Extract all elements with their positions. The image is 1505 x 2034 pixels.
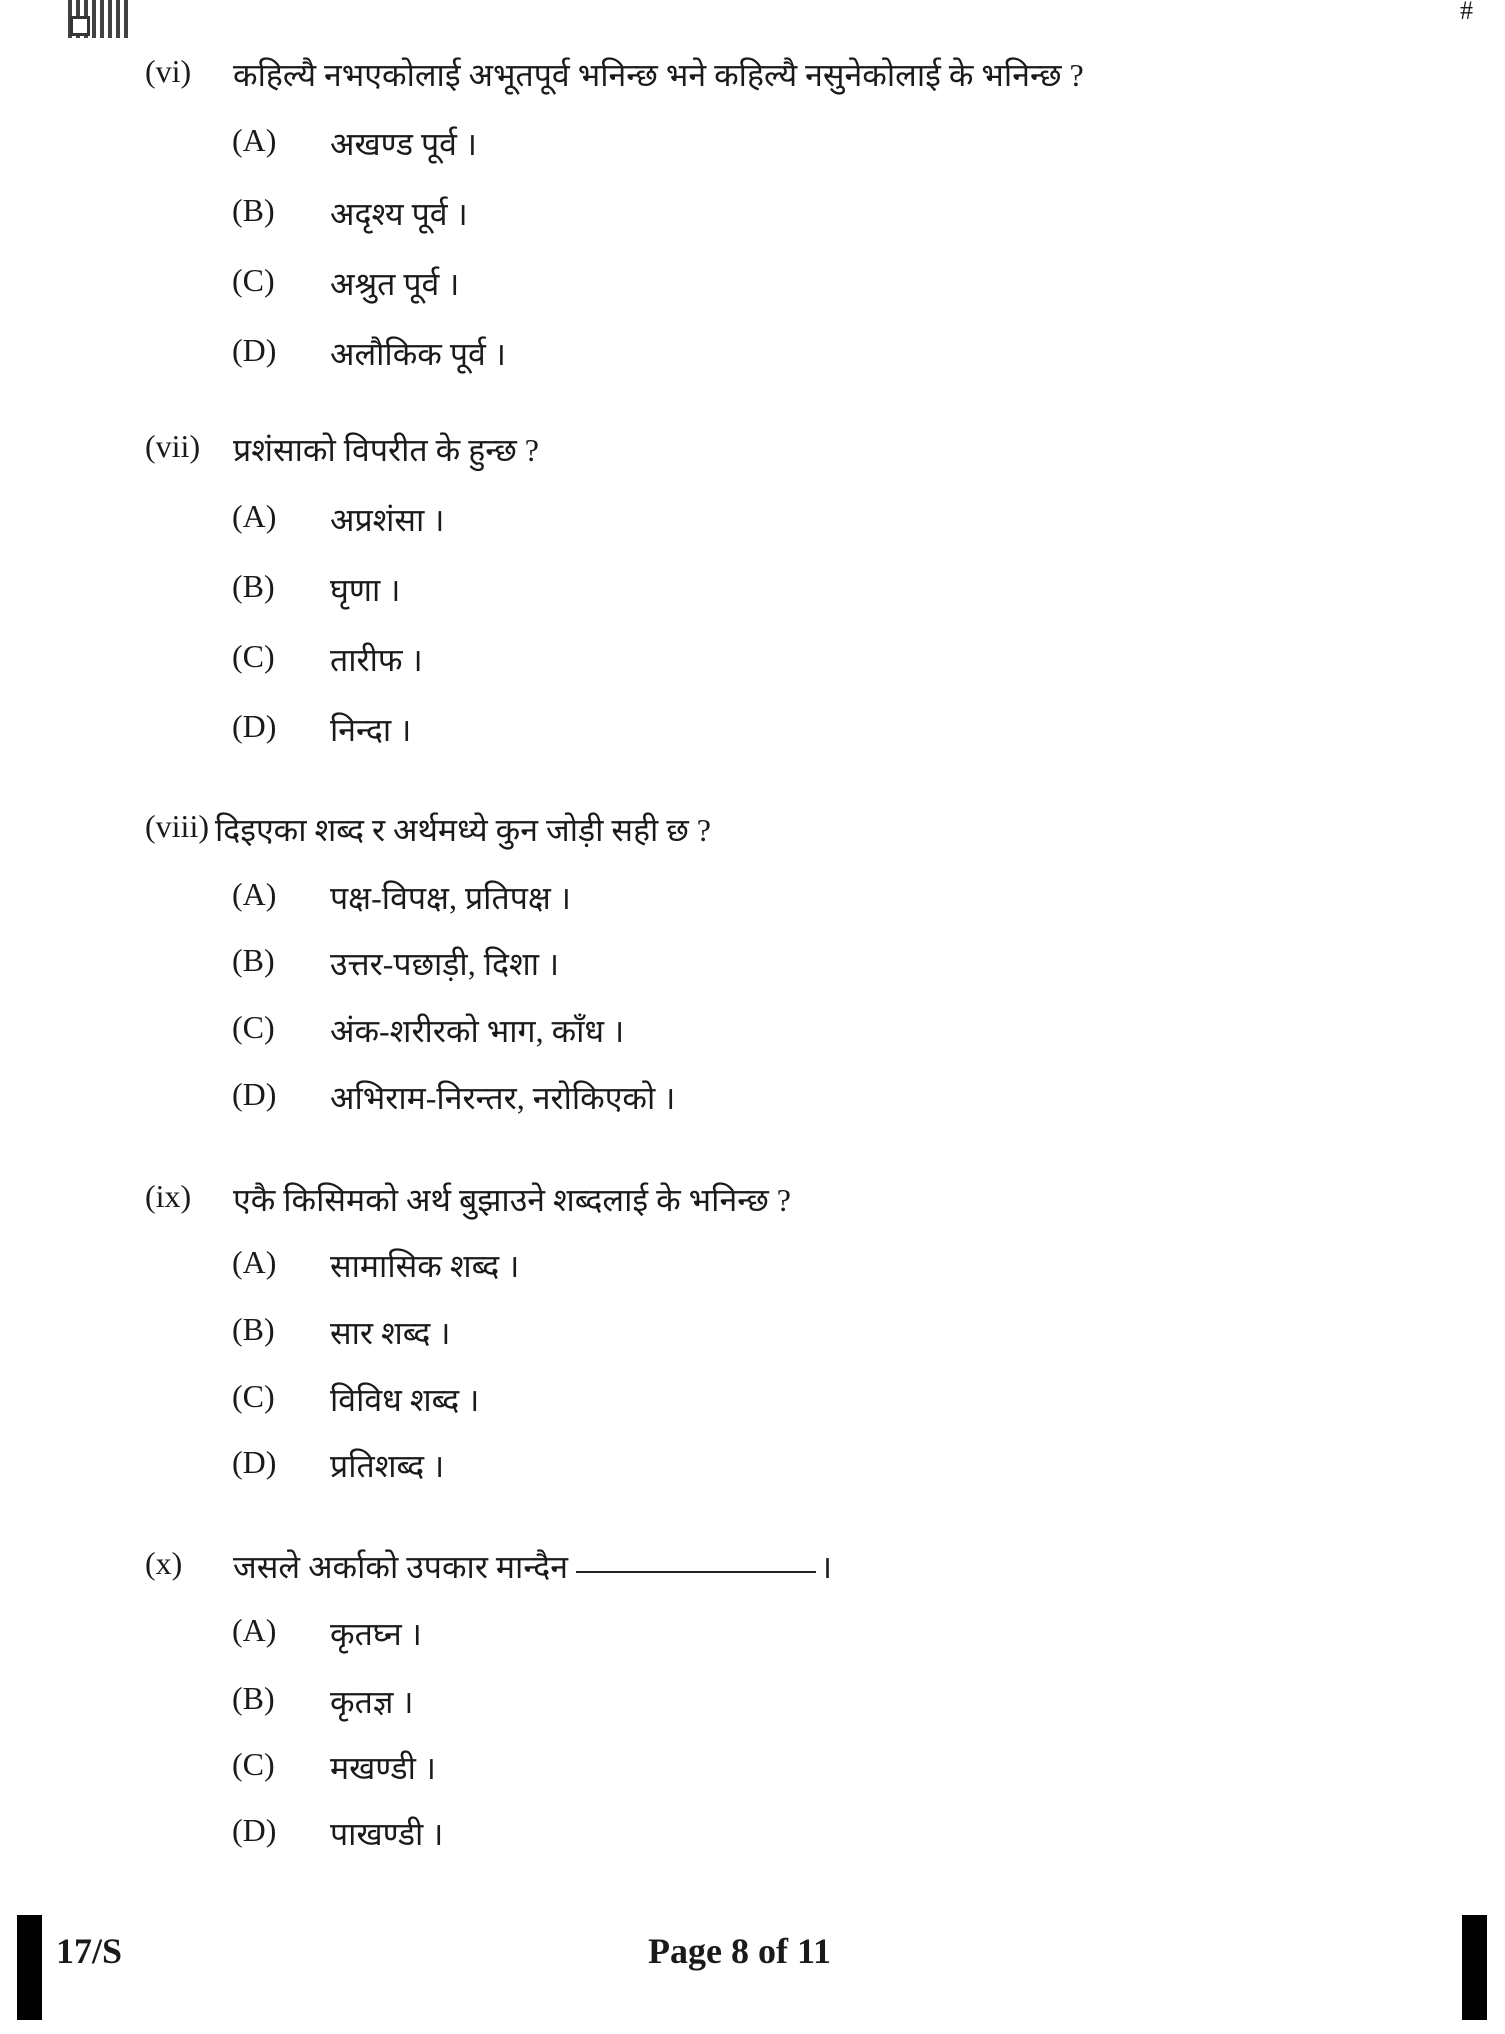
option-label: (C) [232, 1746, 275, 1782]
question-number: (vii) [145, 428, 201, 464]
question-text: जसले अर्काको उपकार मान्दैन [233, 1549, 568, 1585]
option [232, 1746, 436, 1789]
right-marker-bar [1462, 1915, 1487, 2020]
option-text: कृतज्ञ । [330, 1684, 414, 1720]
option-label: (D) [232, 1076, 277, 1112]
question [145, 1178, 791, 1221]
option-label: (D) [232, 1812, 277, 1848]
option-label: (D) [232, 332, 277, 368]
page-number: Page 8 of 11 [648, 1931, 831, 1971]
question-number: (vi) [145, 53, 192, 89]
option-text: तारीफ । [330, 642, 423, 678]
question [145, 1545, 832, 1588]
option [232, 942, 559, 985]
option [232, 122, 477, 165]
question-text: प्रशंसाको विपरीत के हुन्छ ? [233, 432, 539, 468]
question-number: (x) [145, 1545, 183, 1581]
option [232, 498, 444, 541]
option-text: अप्रशंसा । [330, 502, 445, 538]
option [232, 332, 506, 375]
question-text: एकै किसिमको अर्थ बुझाउने शब्दलाई के भनिन्छ ? [233, 1182, 792, 1218]
answer-blank [576, 1545, 816, 1573]
option-text: विविध शब्द । [330, 1382, 480, 1418]
option-label: (B) [232, 942, 275, 978]
option-text: घृणा । [330, 572, 401, 608]
option-label: (B) [232, 1311, 275, 1347]
option-text: निन्दा । [330, 712, 412, 748]
option-label: (A) [232, 122, 277, 158]
option-label: (D) [232, 708, 277, 744]
question-text-end: । [819, 1549, 833, 1585]
option [232, 1076, 675, 1119]
option-text: पक्ष-विपक्ष, प्रतिपक्ष । [330, 880, 571, 916]
corner-mark: # [1460, 0, 1473, 25]
option-text: अदृश्य पूर्व । [330, 196, 468, 232]
option-label: (C) [232, 1378, 275, 1414]
option [232, 568, 400, 611]
option-text: अलौकिक पूर्व । [330, 336, 506, 372]
option-text: अंक-शरीरको भाग, काँध । [330, 1013, 625, 1049]
left-marker-bar [17, 1915, 42, 2020]
option-label: (A) [232, 498, 277, 534]
option [232, 192, 468, 235]
option-text: सामासिक शब्द । [330, 1248, 520, 1284]
option-label: (B) [232, 568, 275, 604]
option-text: अखण्ड पूर्व । [330, 126, 478, 162]
option-label: (D) [232, 1444, 277, 1480]
option [232, 708, 411, 751]
option [232, 1009, 624, 1052]
option-text: उत्तर-पछाड़ी, दिशा । [330, 946, 560, 982]
question [145, 53, 1084, 96]
option [232, 1612, 422, 1655]
option-label: (C) [232, 638, 275, 674]
option-label: (A) [232, 1244, 277, 1280]
option [232, 1244, 519, 1287]
option [232, 1812, 443, 1855]
question-text: दिइएका शब्द र अर्थमध्ये कुन जोड़ी सही छ ? [214, 812, 711, 848]
option-text: कृतघ्न । [330, 1616, 422, 1652]
paper-code: 17/S [56, 1931, 123, 1971]
option-text: अभिराम-निरन्तर, नरोकिएको । [330, 1080, 676, 1116]
option [232, 1680, 413, 1723]
question-number: (viii) [145, 808, 209, 844]
option [232, 1378, 479, 1421]
option [232, 638, 423, 681]
option-label: (B) [232, 192, 275, 228]
option-text: पाखण्डी । [330, 1816, 444, 1852]
option-text: सार शब्द । [330, 1315, 451, 1351]
question [145, 808, 711, 851]
option-label: (C) [232, 262, 275, 298]
question-number: (ix) [145, 1178, 192, 1214]
option-label: (A) [232, 876, 277, 912]
option [232, 1444, 444, 1487]
option [232, 1311, 451, 1354]
option-text: मखण्डी । [330, 1750, 437, 1786]
option-text: प्रतिशब्द । [330, 1448, 445, 1484]
option-label: (B) [232, 1680, 275, 1716]
qr-code-icon [68, 0, 128, 38]
option-label: (C) [232, 1009, 275, 1045]
option-text: अश्रुत पूर्व । [330, 266, 460, 302]
question-text: कहिल्यै नभएकोलाई अभूतपूर्व भनिन्छ भने कहिल्यै नसुनेकोलाई के भनिन्छ ? [233, 57, 1084, 93]
option-label: (A) [232, 1612, 277, 1648]
option [232, 876, 571, 919]
option [232, 262, 459, 305]
question [145, 428, 539, 471]
